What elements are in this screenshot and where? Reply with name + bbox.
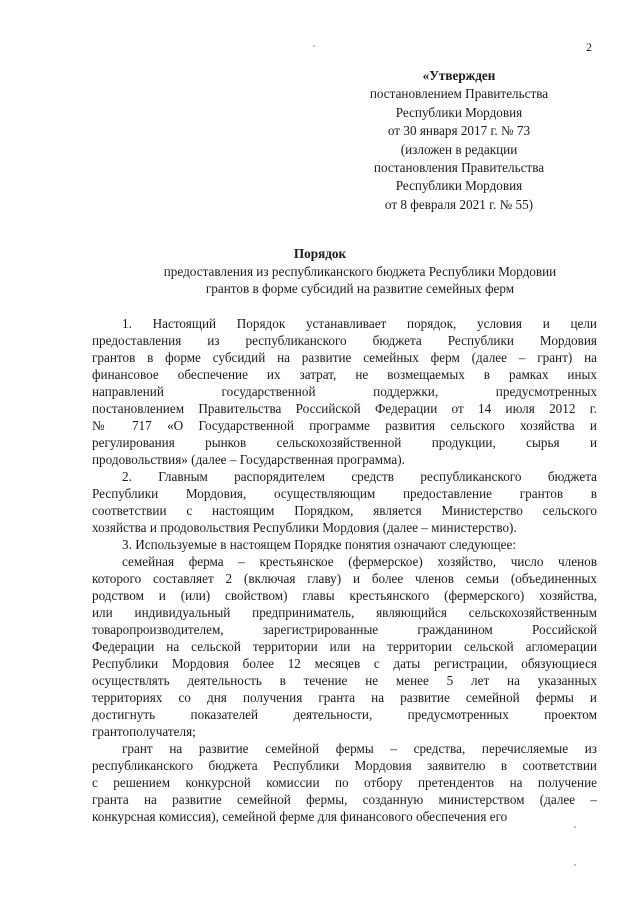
subtitle-line: предоставления из республиканского бюджета Республики Мордовии — [163, 264, 557, 279]
paragraph-line: соответствии с настоящим Порядком, является Министерство сельского — [92, 503, 597, 518]
paragraph-line: 3. Используемые в настоящем Порядке понятия означают следующее: — [122, 537, 517, 552]
paragraph-line: территориях со дня получения гранта на развитие семейной фермы и — [92, 690, 597, 705]
paragraph-line: грантополучателя; — [92, 724, 196, 739]
paragraph-line: Республики Мордовия, осуществляющим предоставление грантов в — [92, 486, 597, 501]
approval-stamp-block — [352, 67, 566, 214]
paragraph-line: грант на развитие семейной фермы – средства, перечисляемые из — [122, 741, 597, 756]
paragraph-line: которого составляет 2 (включая главу) и более членов семьи (объединенных — [92, 571, 597, 586]
document-subtitle — [100, 263, 620, 297]
body-paragraph — [92, 315, 597, 468]
body-paragraph — [92, 553, 597, 740]
paragraph-line: № 717 «О Государственной программе развития сельского хозяйства и — [92, 418, 597, 433]
body-paragraph — [92, 468, 597, 536]
scan-speck — [574, 826, 576, 828]
paragraph-line: 1. Настоящий Порядок устанавливает порядок, условия и цели — [122, 316, 597, 331]
paragraph-line: или индивидуальный предприниматель, являющийся сельскохозяйственным — [92, 605, 597, 620]
paragraph-line: конкурсная комиссия), семейной ферме для финансового обеспечения его — [92, 809, 508, 824]
approval-line: Республики Мордовия — [395, 178, 523, 194]
approval-line: постановлением Правительства — [369, 86, 549, 102]
paragraph-line: хозяйства и продовольствия Республики Мордовия (далее – министерство). — [92, 520, 517, 535]
paragraph-line: республиканского бюджета Республики Мордовия заявителю в соответствии — [92, 758, 597, 773]
body-paragraph — [92, 740, 597, 825]
paragraph-line: предоставления из республиканского бюджета Республики Мордовия — [92, 333, 597, 348]
scan-speck — [313, 45, 315, 47]
document-title: Порядок — [293, 246, 347, 261]
paragraph-line: направлений государственной поддержки, предусмотренных — [92, 384, 597, 399]
body-paragraph — [92, 536, 597, 553]
approval-line: постановления Правительства — [373, 160, 545, 176]
approval-line: Республики Мордовия — [395, 104, 523, 120]
paragraph-line: товаропроизводителем, зарегистрированные гражданином Российской — [92, 622, 597, 637]
paragraph-line: родством и (или) свойством) главы крестьянского (фермерского) хозяйства, — [92, 588, 597, 603]
approval-line: от 30 января 2017 г. № 73 — [387, 123, 531, 139]
paragraph-line: Республики Мордовия более 12 месяцев с даты регистрации, обязующиеся — [92, 656, 597, 671]
paragraph-line: гранта на развитие семейной фермы, созданную министерством (далее – — [92, 792, 597, 807]
paragraph-line: грантов в форме субсидий на развитие семейных ферм (далее – грант) на — [92, 350, 597, 365]
paragraph-line: регулирования рынков сельскохозяйственной продукции, сырья и — [92, 435, 597, 450]
page-number: 2 — [586, 40, 592, 54]
paragraph-line: финансовое обеспечение их затрат, не возмещаемых в рамках иных — [92, 367, 597, 382]
approval-line: (изложен в редакции — [400, 141, 518, 157]
approval-line: «Утвержден — [422, 68, 496, 83]
paragraph-line: Федерации на сельской территории или на территории сельской агломерации — [92, 639, 597, 654]
paragraph-line: продовольствия» (далее – Государственная программа). — [92, 452, 405, 467]
subtitle-line: грантов в форме субсидий на развитие семейных ферм — [205, 281, 515, 296]
paragraph-line: постановлением Правительства Российской Федерации от 14 июля 2012 г. — [92, 401, 597, 416]
approval-line: от 8 февраля 2021 г. № 55) — [384, 196, 534, 212]
paragraph-line: семейная ферма – крестьянское (фермерское) хозяйство, число членов — [122, 554, 597, 569]
scan-speck — [574, 864, 576, 866]
document-body — [92, 315, 597, 825]
paragraph-line: с решением конкурсной комиссии по отбору претендентов на получение — [92, 775, 597, 790]
paragraph-line: достигнуть показателей деятельности, предусмотренных проектом — [92, 707, 597, 722]
paragraph-line: 2. Главным распорядителем средств республиканского бюджета — [122, 469, 597, 484]
paragraph-line: осуществлять деятельность в течение не менее 5 лет на указанных — [92, 673, 597, 688]
